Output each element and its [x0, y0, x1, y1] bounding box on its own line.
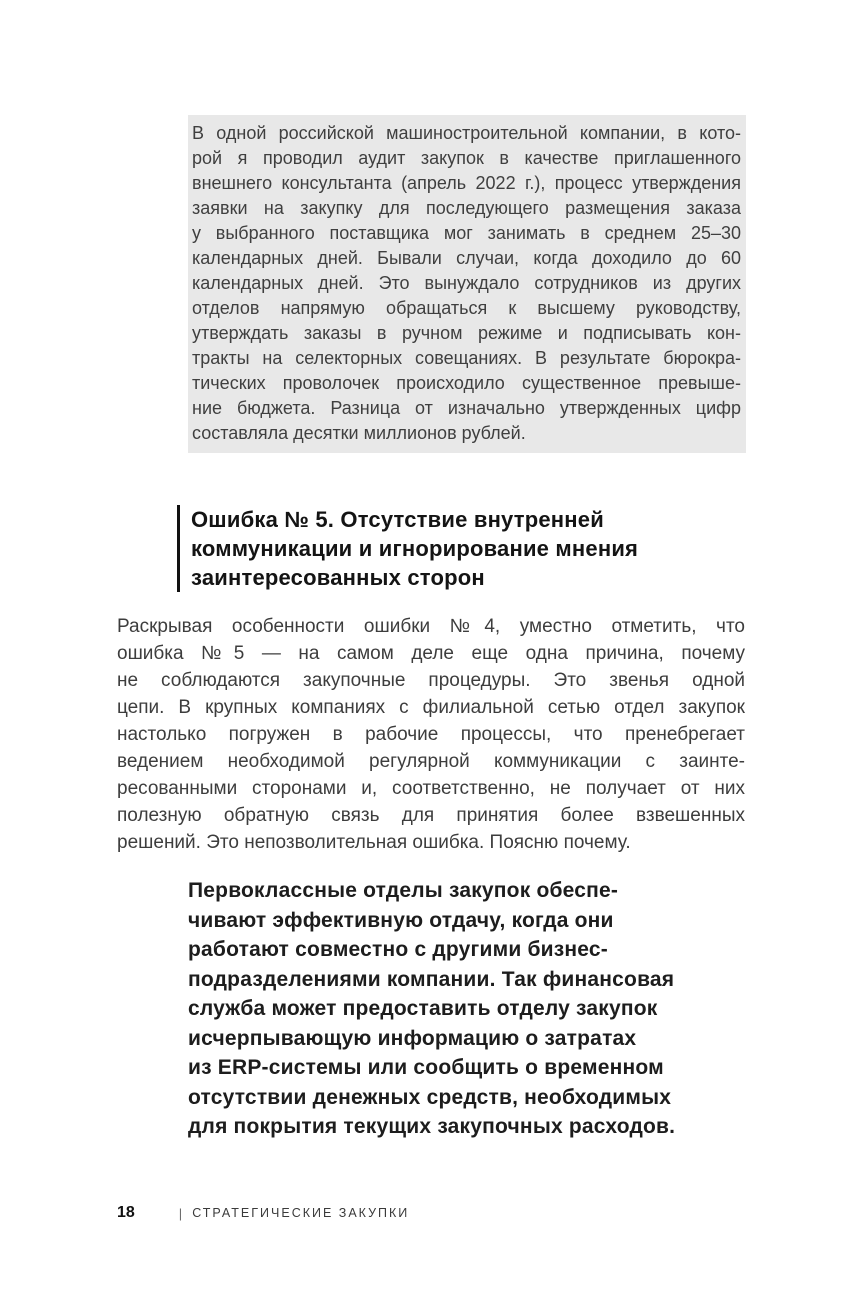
footer-separator: |	[178, 1205, 183, 1221]
running-title: СТРАТЕГИЧЕСКИЕ ЗАКУПКИ	[192, 1206, 410, 1220]
section-heading: Ошибка № 5. Отсутствие внутренней коммуникации и игнорирование мнения заинтересованных сторон	[177, 505, 737, 592]
body-paragraph: Раскрывая особенности ошибки №4, уместно отметить, что ошибка №5 — на самом деле еще одна причина, почему не соблюдаются закупочные процедуры. Это звенья одной цепи. В крупных компаниях с филиальной сетью отдел закупок настолько погружен в рабочие процессы, что пренебрегает ведением необходимой регулярной коммуникации с заинте- ресованными сторонами и, соответственно, не получает от них полезную обратную связь для принятия более взвешенных решений. Это непозволительная ошибка. Поясню почему.	[117, 616, 745, 853]
highlighted-quote-block: В одной российской машиностроительной компании, в кото- рой я проводил аудит закупок в качестве приглашенного внешнего консультанта (апрель 2022 г.), процесс утверждения заявки на закупку для последующего размещения заказа у выбранного поставщика мог занимать в среднем 25–30 календарных дней. Бывали случаи, когда доходило до 60 календарных дней. Это вынуждало сотрудников из других отделов напрямую обращаться к высшему руководству, утверждать заказы в ручном режиме и подписывать кон- тракты на селекторных совещаниях. В результате бюрокра- тических проволочек происходило существенное превыше- ние бюджета. Разница от изначально утвержденных цифр составляла десятки миллионов рублей.	[188, 115, 746, 453]
page-footer	[117, 1204, 409, 1222]
emphasis-quote-block: Первоклассные отделы закупок обеспе- чивают эффективную отдачу, когда они работают совместно с другими бизнес- подразделениями компании. Так финансовая служба может предоставить отделу закупок исчерпывающую информацию о затратах из ERP-системы или сообщить о временном отсутствии денежных средств, необходимых для покрытия текущих закупочных расходов.	[188, 879, 676, 1138]
page-number: 18	[117, 1204, 135, 1221]
